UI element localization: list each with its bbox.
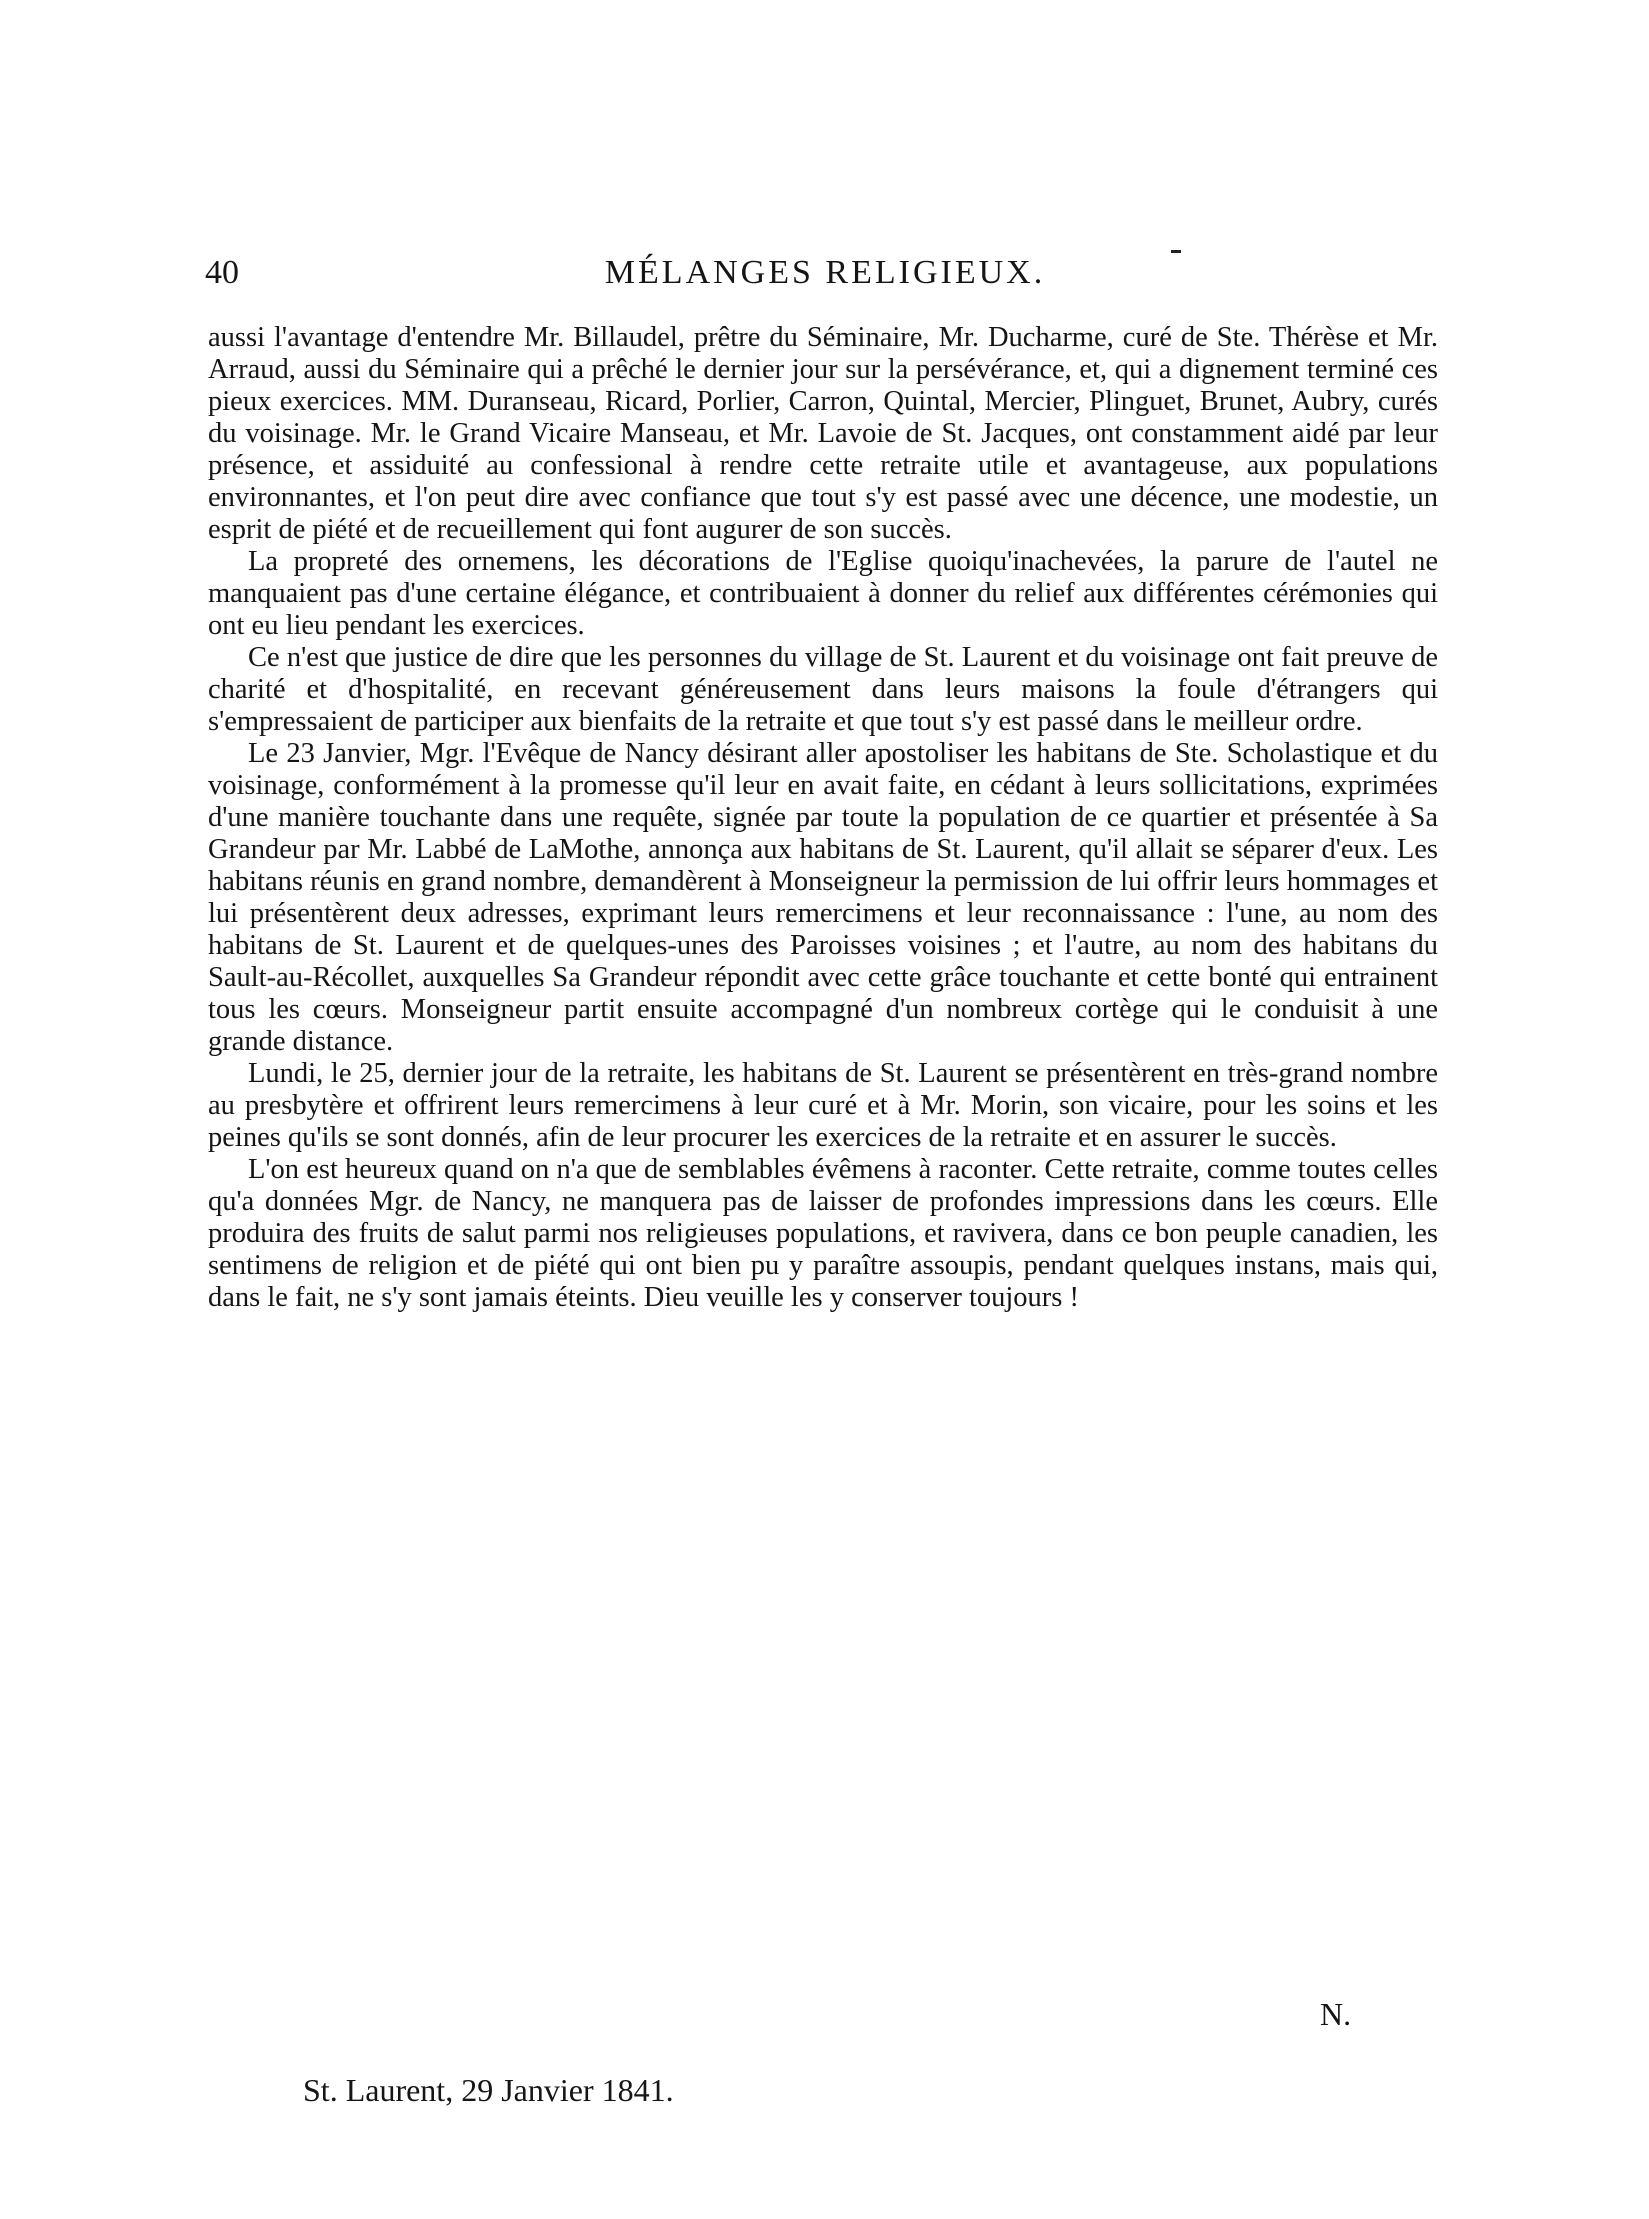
page-number: 40 [205,254,239,291]
running-title: MÉLANGES RELIGIEUX. [604,254,1046,291]
article-body [208,322,1438,1314]
paragraph-4: Le 23 Janvier, Mgr. l'Evêque de Nancy désirant aller apostoliser les habitans de Ste. Scholastique et du voisinage, conformément à la promesse qu'il leur en avait faite, en cédant à leurs sollicitations, exprimées d'une manière touchante dans une requête, signée par toute la population de ce quartier et présentée à Sa Grandeur par Mr. Labbé de LaMothe, annonça aux habitans de St. Laurent, qu'il allait se séparer d'eux. Les habitans réunis en grand nombre, demandèrent à Monseigneur la permission de lui offrir leurs hommages et lui présentèrent deux adresses, exprimant leurs remercimens et leur reconnaissance : l'une, au nom des habitans de St. Laurent et de quelques-unes des Paroisses voisines ; et l'autre, au nom des habitans du Sault-au-Récollet, auxquelles Sa Grandeur répondit avec cette grâce touchante et cette bonté qui entrainent tous les cœurs. Monseigneur partit ensuite accompagné d'un nombreux cortège qui le conduisit à une grande distance. [208,738,1438,1057]
paragraph-3: Ce n'est que justice de dire que les personnes du village de St. Laurent et du voisinage ont fait preuve de charité et d'hospitalité, en recevant généreusement dans leurs maisons la foule d'étrangers qui s'empressaient de participer aux bienfaits de la retraite et que tout s'y est passé dans le meilleur ordre. [208,642,1438,737]
running-head [205,248,1445,298]
paragraph-2: La propreté des ornemens, les décorations de l'Eglise quoiqu'inachevées, la parure de l'autel ne manquaient pas d'une certaine élégance, et contribuaient à donner du relief aux différentes cérémonies qui ont eu lieu pendant les exercices. [208,546,1438,641]
dateline: St. Laurent, 29 Janvier 1841. [303,2072,674,2108]
paragraph-5: Lundi, le 25, dernier jour de la retraite, les habitans de St. Laurent se présentèrent en très-grand nombre au presbytère et offrirent leurs remercimens à leur curé et à Mr. Morin, son vicaire, pour les soins et les peines qu'ils se sont donnés, afin de leur procurer les exercices de la retraite et en assurer le succès. [208,1058,1438,1153]
paragraph-6: L'on est heureux quand on n'a que de semblables évêmens à raconter. Cette retraite, comme toutes celles qu'a données Mgr. de Nancy, ne manquera pas de laisser de profondes impressions dans les cœurs. Elle produira des fruits de salut parmi nos religieuses populations, et ravivera, dans ce bon peuple canadien, les sentimens de religion et de piété qui ont bien pu y paraître assoupis, pendant quelques instans, mais qui, dans le fait, ne s'y sont jamais éteints. Dieu veuille les y conserver toujours ! [208,1154,1438,1313]
author-signature: N. [1320,1996,1352,2032]
paragraph-1: aussi l'avantage d'entendre Mr. Billaudel, prêtre du Séminaire, Mr. Ducharme, curé de Ste. Thérèse et Mr. Arraud, aussi du Séminaire qui a prêché le dernier jour sur la persévérance, et, qui a dignement terminé ces pieux exercices. MM. Duranseau, Ricard, Porlier, Carron, Quintal, Mercier, Plinguet, Brunet, Aubry, curés du voisinage. Mr. le Grand Vicaire Manseau, et Mr. Lavoie de St. Jacques, ont constamment aidé par leur présence, et assiduité au confessional à rendre cette retraite utile et avantageuse, aux populations environnantes, et l'on peut dire avec confiance que tout s'y est passé avec une décence, une modestie, un esprit de piété et de recueillement qui font augurer de son succès. [208,322,1438,545]
printer-mark [1171,250,1181,253]
